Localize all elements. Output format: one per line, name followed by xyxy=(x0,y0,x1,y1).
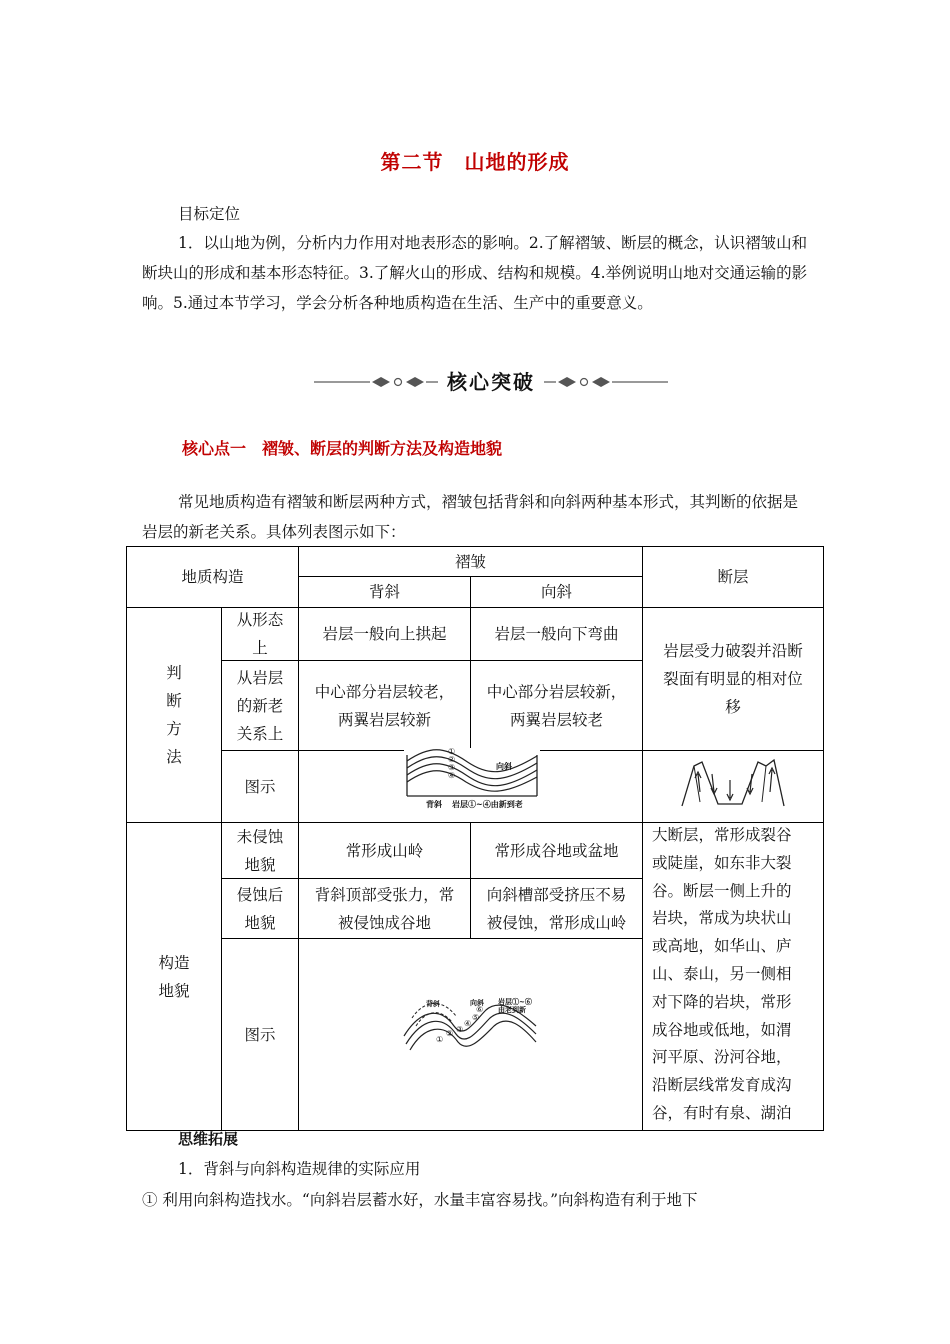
core-point-title: 核心点一 褶皱、断层的判断方法及构造地貌 xyxy=(182,439,503,458)
cell-eroded-anticline: 背斜顶部受张力，常 被侵蚀成谷地 xyxy=(314,885,455,932)
landform-layer-4: ④ xyxy=(464,1019,472,1028)
fold-label-anticline: 背斜 xyxy=(426,799,442,809)
row-label-uneroded: 未侵蚀 地貌 xyxy=(236,827,284,874)
cell-age-syncline: 中心部分岩层较新， 两翼岩层较老 xyxy=(486,682,627,729)
section-banner xyxy=(314,367,668,397)
fold-layer-1: ① xyxy=(448,747,456,756)
landform-diagram xyxy=(402,996,538,1052)
row-label-by-rock-age: 从岩层 的新老 关系上 xyxy=(236,668,284,743)
fold-caption: 岩层①~④由新到老 xyxy=(452,799,523,809)
banner-ornament-right xyxy=(544,367,668,397)
fault-diagram-svg xyxy=(678,752,788,810)
section-banner-text: 核心突破 xyxy=(447,370,535,394)
cell-shape-syncline: 岩层一般向下弯曲 xyxy=(494,625,619,643)
cell-shape-anticline: 岩层一般向上拱起 xyxy=(322,625,447,643)
fold-layer-2: ② xyxy=(448,755,456,764)
row-label-judgment-method: 判 断 方 法 xyxy=(166,664,182,766)
landform-caption-line1: 岩层①~⑥ xyxy=(498,997,532,1006)
cell-eroded-syncline: 向斜槽部受挤压不易 被侵蚀，常形成山岭 xyxy=(486,885,627,932)
header-fold: 褶皱 xyxy=(454,552,486,571)
header-syncline: 向斜 xyxy=(540,583,572,601)
fold-label-syncline: 向斜 xyxy=(496,761,512,771)
landform-label-syncline: 向斜 xyxy=(470,998,484,1007)
thinking-title: 思维拓展 xyxy=(178,1130,239,1148)
fault-diagram xyxy=(678,752,788,810)
thinking-item-2: ① 利用向斜构造找水。“向斜岩层蓄水好，水量丰富容易找。”向斜构造有利于地下 xyxy=(142,1191,698,1209)
cell-uneroded-anticline: 常形成山岭 xyxy=(345,841,424,860)
thinking-item-1: 1．背斜与向斜构造规律的实际应用 xyxy=(178,1160,421,1178)
goals-text: 1．以山地为例，分析内力作用对地表形态的影响。2.了解褶皱、断层的概念，认识褶皱山和断块山的形成和基本形态特征。3.了解火山的形成、结构和规模。4.举例说明山地对交通运输的影响。5.通过本节学习，学会分析各种地质构造在生活、生产中的重要意义。 xyxy=(142,234,808,312)
header-geologic-structure: 地质构造 xyxy=(181,568,244,586)
row-label-structural-landform: 构造 地貌 xyxy=(158,953,190,1000)
row-label-eroded: 侵蚀后 地貌 xyxy=(236,885,284,932)
row-label-landform-diagram: 图示 xyxy=(244,1025,276,1044)
header-anticline: 背斜 xyxy=(368,583,400,601)
landform-layer-3: ③ xyxy=(456,1025,464,1034)
fold-diagram xyxy=(404,748,540,812)
landform-layer-5: ⑤ xyxy=(472,1013,480,1022)
cell-fault-judgment: 岩层受力破裂并沿断 裂面有明显的相对位 移 xyxy=(663,642,803,716)
landform-layer-6: ⑥ xyxy=(476,1005,484,1014)
banner-ornament-left xyxy=(314,367,438,397)
row-label-by-shape: 从形态 上 xyxy=(236,611,284,657)
cell-fault-landform: 大断层，常形成裂谷 或陡崖，如东非大裂 谷。断层一侧上升的 岩块，常成为块状山 或高地，如华山、庐 山、泰山，另一侧相 对下降的岩块，常形 成谷地或低地，如渭 河平原、汾河谷地， 沿断层线常发育成沟 谷，有时有泉、湖泊 xyxy=(652,826,792,1122)
row-label-judgment-diagram: 图示 xyxy=(244,777,276,796)
landform-caption-line2: 由老到新 xyxy=(498,1005,526,1014)
landform-layer-1: ① xyxy=(436,1035,444,1044)
fold-layer-4: ④ xyxy=(448,771,456,780)
cell-uneroded-syncline: 常形成谷地或盆地 xyxy=(494,841,619,860)
core-point-intro: 常见地质构造有褶皱和断层两种方式，褶皱包括背斜和向斜两种基本形式，其判断的依据是岩层的新老关系。具体列表图示如下： xyxy=(142,493,799,541)
cell-age-anticline: 中心部分岩层较老， 两翼岩层较新 xyxy=(314,682,455,729)
landform-layer-2: ② xyxy=(446,1029,454,1038)
goals-label: 目标定位 xyxy=(178,205,241,223)
landform-label-anticline: 背斜 xyxy=(426,999,440,1008)
fold-layer-3: ③ xyxy=(448,763,456,772)
header-fault: 断层 xyxy=(717,568,749,586)
page-title: 第二节 山地的形成 xyxy=(380,150,570,174)
